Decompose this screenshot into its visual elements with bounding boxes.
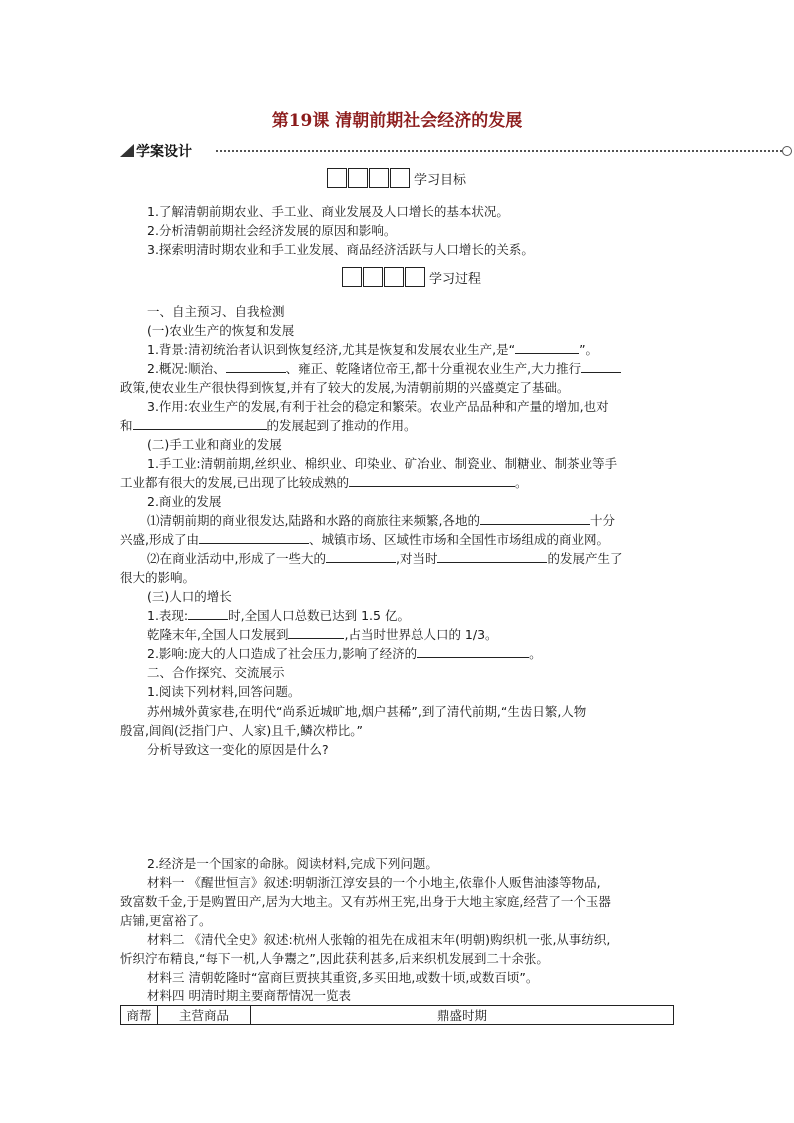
goal-item: 1.了解清朝前期农业、手工业、商业发展及人口增长的基本状况。 <box>147 204 509 219</box>
agri-overview <box>147 359 621 378</box>
text: 1.表现: <box>147 608 189 623</box>
material-2: 材料二 《清代全史》叙述:杭州人张翰的祖先在成祖末年(明朝)购织机一张,从事纺织, <box>147 932 611 947</box>
material-3: 材料三 清朝乾隆时“富商巨贾挟其重资,多买田地,或数十顷,或数百顷”。 <box>147 970 539 985</box>
text: ,对当时 <box>395 551 438 566</box>
pop-heading: (三)人口的增长 <box>147 589 232 604</box>
merchant-table <box>120 1005 674 1025</box>
fill-blank[interactable] <box>417 645 529 658</box>
text: 。 <box>529 646 542 661</box>
text: 时,全国人口总数已达到 1.5 亿。 <box>228 608 410 623</box>
text: 、雍正、乾隆诸位帝王,都十分重视农业生产,大力推行 <box>285 361 582 376</box>
commerce-item-2 <box>147 549 622 568</box>
text: 乾隆末年,全国人口发展到 <box>147 627 289 642</box>
question-2: 2.经济是一个国家的命脉。阅读材料,完成下列问题。 <box>147 856 438 871</box>
fill-blank[interactable] <box>437 550 547 563</box>
page-title: 第19课 清朝前期社会经济的发展 <box>271 111 523 131</box>
agri-background <box>147 340 598 359</box>
part2-heading: 二、合作探究、交流展示 <box>147 665 285 680</box>
text: 2.影响:庞大的人口造成了社会压力,影响了经济的 <box>147 646 418 661</box>
fill-blank[interactable] <box>326 550 396 563</box>
agri-effect: 3.作用:农业生产的发展,有利于社会的稳定和繁荣。农业产品品种和产量的增加,也对 <box>147 399 609 414</box>
agri-effect-cont <box>120 416 417 435</box>
population-1b <box>147 625 498 644</box>
population-2 <box>147 644 542 663</box>
text: 十分 <box>589 513 615 528</box>
agri-overview-cont: 政策,使农业生产很快得到恢复,并有了较大的发展,为清朝前期的兴盛奠定了基础。 <box>120 380 570 395</box>
text: 和 <box>120 418 133 433</box>
hc-heading: (二)手工业和商业的发展 <box>147 437 282 452</box>
text: ”。 <box>579 342 599 357</box>
material-4: 材料四 明清时期主要商帮情况一览表 <box>147 988 351 1003</box>
material-1-cont2: 店铺,更富裕了。 <box>120 913 212 928</box>
box-icon <box>327 168 347 188</box>
text: ,占当时世界总人口的 1/3。 <box>344 627 498 642</box>
material-1-cont: 致富数千金,于是购置田产,居为大地主。又有苏州王宪,出身于大地主家庭,经营了一个玉器 <box>120 894 611 909</box>
process-heading-text: 学习过程 <box>429 271 482 287</box>
population-1 <box>147 606 410 625</box>
commerce-heading: 2.商业的发展 <box>147 494 222 509</box>
fill-blank[interactable] <box>480 512 590 525</box>
box-icon <box>342 267 362 287</box>
goals-heading <box>327 168 466 188</box>
text: ⑴清朝前期的商业很发达,陆路和水路的商旅往来频繁,各地的 <box>147 513 480 528</box>
box-icon <box>369 168 389 188</box>
fill-blank[interactable] <box>188 607 228 620</box>
part1-heading: 一、自主预习、自我检测 <box>147 304 285 319</box>
table-header-cell: 鼎盛时期 <box>251 1006 674 1025</box>
table-header-cell: 商帮 <box>121 1006 158 1025</box>
box-icon <box>363 267 383 287</box>
handicraft-line: 1.手工业:清朝前期,丝织业、棉织业、印染业、矿冶业、制瓷业、制糖业、制茶业等手 <box>147 456 618 471</box>
section-label: 学案设计 <box>136 144 192 160</box>
fill-blank[interactable] <box>581 360 621 373</box>
question-1-ask: 分析导致这一变化的原因是什么? <box>147 742 329 757</box>
text: 工业都有很大的发展,已出现了比较成熟的 <box>120 475 349 490</box>
box-icon <box>390 168 410 188</box>
section-header-bar <box>120 142 792 160</box>
question-1: 1.阅读下列材料,回答问题。 <box>147 684 301 699</box>
goal-item: 2.分析清朝前期社会经济发展的原因和影响。 <box>147 223 397 238</box>
text: ⑵在商业活动中,形成了一些大的 <box>147 551 326 566</box>
text: 兴盛,形成了由 <box>120 532 199 547</box>
text: 、城镇市场、区域性市场和全国性市场组成的商业网。 <box>308 532 609 547</box>
text: 的发展起到了推动的作用。 <box>266 418 417 433</box>
question-1-material: 苏州城外黄家巷,在明代“尚系近城旷地,烟户甚稀”,到了清代前期,“生齿日繁,人物 <box>147 704 587 719</box>
table-header-row <box>121 1006 674 1025</box>
text: 2.概况:顺治、 <box>147 361 226 376</box>
text: 的发展产生了 <box>547 551 623 566</box>
material-1: 材料一 《醒世恒言》叙述:明朝浙江淳安县的一个小地主,依靠仆人贩售油漆等物品, <box>147 875 601 890</box>
box-icon <box>384 267 404 287</box>
box-icon <box>405 267 425 287</box>
process-heading <box>342 267 481 287</box>
fill-blank[interactable] <box>349 474 515 487</box>
table-header-cell: 主营商品 <box>158 1006 251 1025</box>
triangle-icon <box>120 144 134 157</box>
text: 1.背景:清初统治者认识到恢复经济,尤其是恢复和发展农业生产,是“ <box>147 342 516 357</box>
commerce-item-1 <box>147 511 615 530</box>
dotted-divider <box>216 150 786 152</box>
handicraft-line-cont <box>120 473 528 492</box>
question-1-material-cont: 殷富,闾阎(泛指门户、人家)且千,鳞次栉比。” <box>120 723 363 738</box>
goals-heading-text: 学习目标 <box>414 172 467 188</box>
commerce-item-2-cont: 很大的影响。 <box>120 570 196 585</box>
fill-blank[interactable] <box>288 626 344 639</box>
agri-heading: (一)农业生产的恢复和发展 <box>147 323 295 338</box>
commerce-item-1-cont <box>120 530 609 549</box>
box-icon <box>348 168 368 188</box>
text: 。 <box>514 475 528 490</box>
goal-item: 3.探索明清时期农业和手工业发展、商品经济活跃与人口增长的关系。 <box>147 242 534 257</box>
material-2-cont: 忻织泞布精良,“每下一机,人争鬻之”,因此获利甚多,后来织机发展到二十余张。 <box>120 951 549 966</box>
circle-end-icon <box>782 146 792 156</box>
fill-blank[interactable] <box>515 341 579 354</box>
fill-blank[interactable] <box>199 531 309 544</box>
fill-blank[interactable] <box>226 360 286 373</box>
fill-blank[interactable] <box>133 417 267 430</box>
